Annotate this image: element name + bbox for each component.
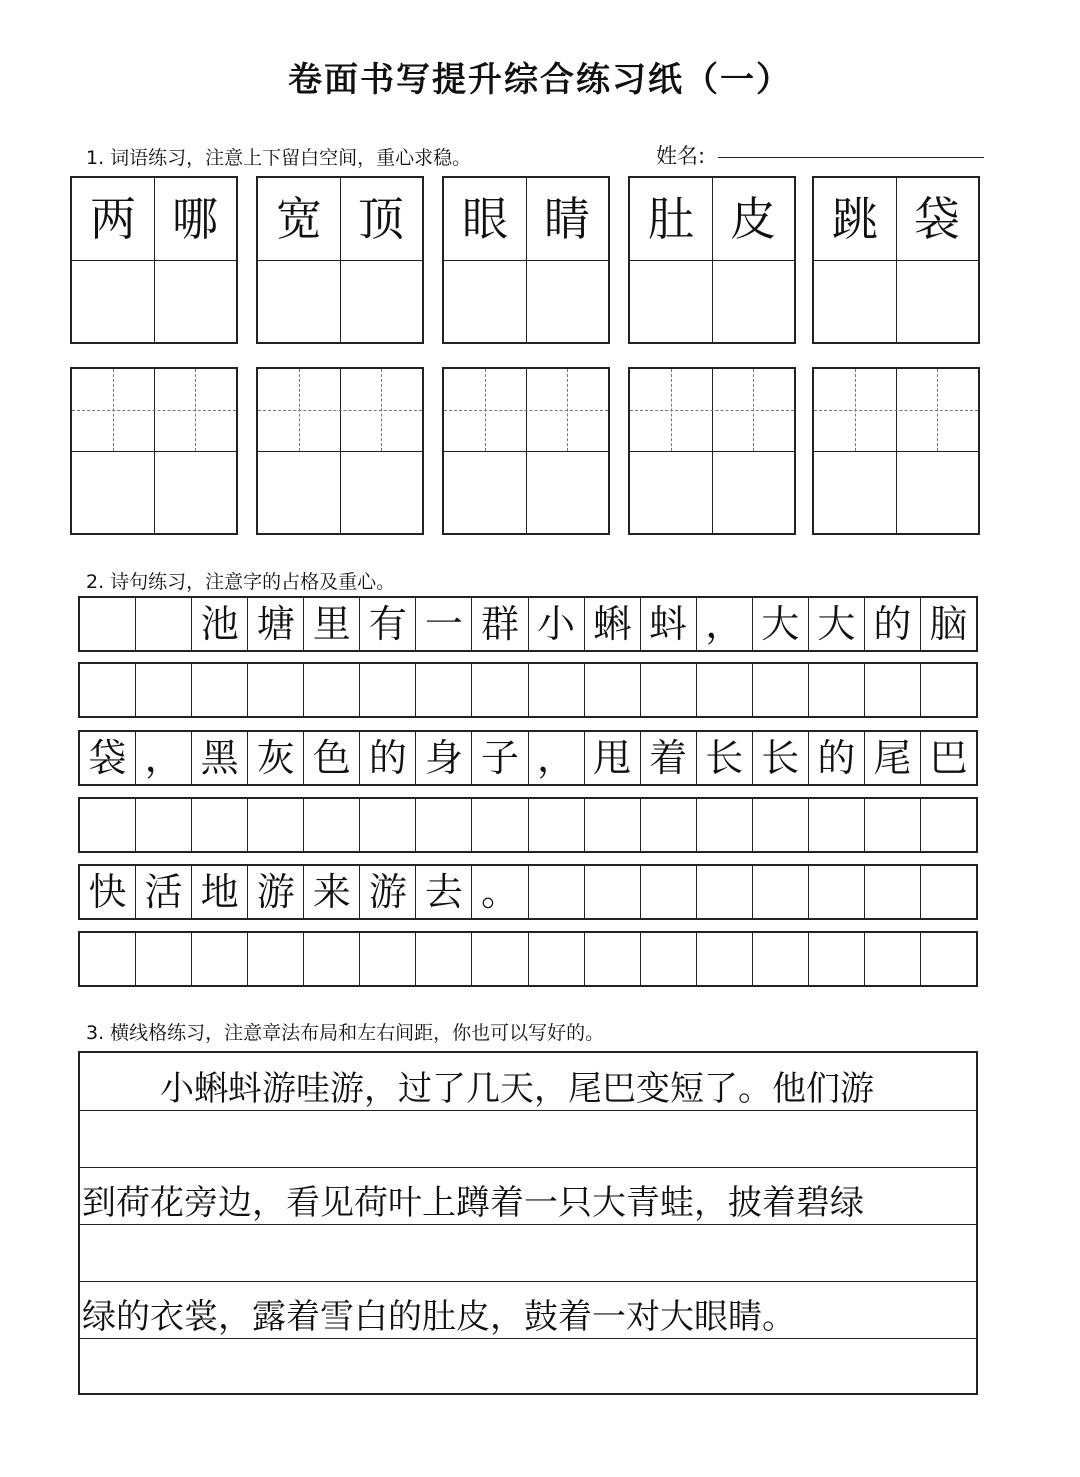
practice-block-1[interactable] xyxy=(70,367,238,535)
grid-cell: 塘 xyxy=(247,598,303,650)
poem-row-2 xyxy=(78,730,978,786)
grid-cell: 来 xyxy=(303,866,359,918)
word-char: 睛 xyxy=(544,192,590,246)
grid-cell: 大 xyxy=(808,598,864,650)
word-block-5 xyxy=(812,176,980,344)
grid-cell: 蝌 xyxy=(584,598,640,650)
word-char: 皮 xyxy=(730,192,776,246)
section-1-label: 1. 词语练习，注意上下留白空间，重心求稳。 xyxy=(86,147,472,169)
grid-cell: 黑 xyxy=(191,732,247,784)
grid-cell: 游 xyxy=(247,866,303,918)
grid-cell: 子 xyxy=(471,732,527,784)
grid-cell xyxy=(808,866,864,918)
practice-block-2[interactable] xyxy=(256,367,424,535)
grid-cell xyxy=(528,866,584,918)
grid-cell: 蚪 xyxy=(640,598,696,650)
grid-cell: ， xyxy=(528,732,584,784)
grid-cell: 快 xyxy=(88,870,127,914)
grid-cell: 小 xyxy=(528,598,584,650)
word-block-2 xyxy=(256,176,424,344)
grid-cell: ， xyxy=(696,598,752,650)
word-char: 袋 xyxy=(914,192,960,246)
grid-cell: 巴 xyxy=(920,732,976,784)
page-title: 卷面书写提升综合练习纸（一） xyxy=(288,60,792,100)
grid-cell: 甩 xyxy=(584,732,640,784)
grid-cell: 灰 xyxy=(247,732,303,784)
poem-row-1 xyxy=(78,596,978,652)
grid-cell: 的 xyxy=(359,732,415,784)
grid-cell: 长 xyxy=(752,732,808,784)
lined-practice-area[interactable] xyxy=(78,1051,978,1395)
grid-cell: 游 xyxy=(359,866,415,918)
grid-cell xyxy=(80,598,135,650)
grid-cell: 的 xyxy=(864,598,920,650)
grid-cell: 尾 xyxy=(864,732,920,784)
practice-block-5[interactable] xyxy=(812,367,980,535)
word-block-3 xyxy=(442,176,610,344)
grid-cell: 有 xyxy=(359,598,415,650)
grid-cell: 里 xyxy=(303,598,359,650)
handwritten-line-3: 绿的衣裳，露着雪白的肚皮，鼓着一对大眼睛。 xyxy=(82,1297,796,1337)
grid-cell: 池 xyxy=(191,598,247,650)
grid-cell: ， xyxy=(135,732,191,784)
word-block-4 xyxy=(628,176,796,344)
grid-cell: 的 xyxy=(808,732,864,784)
name-line[interactable] xyxy=(718,157,984,158)
practice-row-3[interactable] xyxy=(78,931,978,987)
grid-cell: 身 xyxy=(415,732,471,784)
word-block-1 xyxy=(70,176,238,344)
grid-cell: 群 xyxy=(471,598,527,650)
practice-row-1[interactable] xyxy=(78,662,978,718)
word-char: 宽 xyxy=(276,192,322,246)
grid-cell: 去 xyxy=(415,866,471,918)
name-label: 姓名: xyxy=(656,144,706,168)
practice-row-2[interactable] xyxy=(78,797,978,853)
grid-cell: 活 xyxy=(135,866,191,918)
word-char: 肚 xyxy=(648,192,694,246)
grid-cell: 着 xyxy=(640,732,696,784)
grid-cell xyxy=(752,866,808,918)
grid-cell: 脑 xyxy=(920,598,976,650)
handwritten-line-1: 小蝌蚪游哇游，过了几天，尾巴变短了。他们游 xyxy=(160,1069,874,1109)
grid-cell xyxy=(640,866,696,918)
grid-cell: 袋 xyxy=(88,736,127,780)
section-3-label: 3. 横线格练习，注意章法布局和左右间距，你也可以写好的。 xyxy=(86,1022,605,1044)
grid-cell: 地 xyxy=(191,866,247,918)
grid-cell xyxy=(584,866,640,918)
word-char: 顶 xyxy=(358,192,404,246)
grid-cell xyxy=(864,866,920,918)
poem-row-3 xyxy=(78,864,978,920)
word-char: 跳 xyxy=(832,192,878,246)
word-char: 哪 xyxy=(172,192,218,246)
grid-cell xyxy=(920,866,976,918)
word-char: 眼 xyxy=(462,192,508,246)
grid-cell: 长 xyxy=(696,732,752,784)
grid-cell: 一 xyxy=(415,598,471,650)
practice-block-4[interactable] xyxy=(628,367,796,535)
word-char: 两 xyxy=(90,192,136,246)
grid-cell xyxy=(696,866,752,918)
section-2-label: 2. 诗句练习，注意字的占格及重心。 xyxy=(86,571,396,593)
practice-block-3[interactable] xyxy=(442,367,610,535)
grid-cell: 大 xyxy=(752,598,808,650)
grid-cell: 。 xyxy=(471,866,527,918)
grid-cell xyxy=(135,598,191,650)
handwritten-line-2: 到荷花旁边，看见荷叶上蹲着一只大青蛙，披着碧绿 xyxy=(82,1183,864,1223)
grid-cell: 色 xyxy=(303,732,359,784)
